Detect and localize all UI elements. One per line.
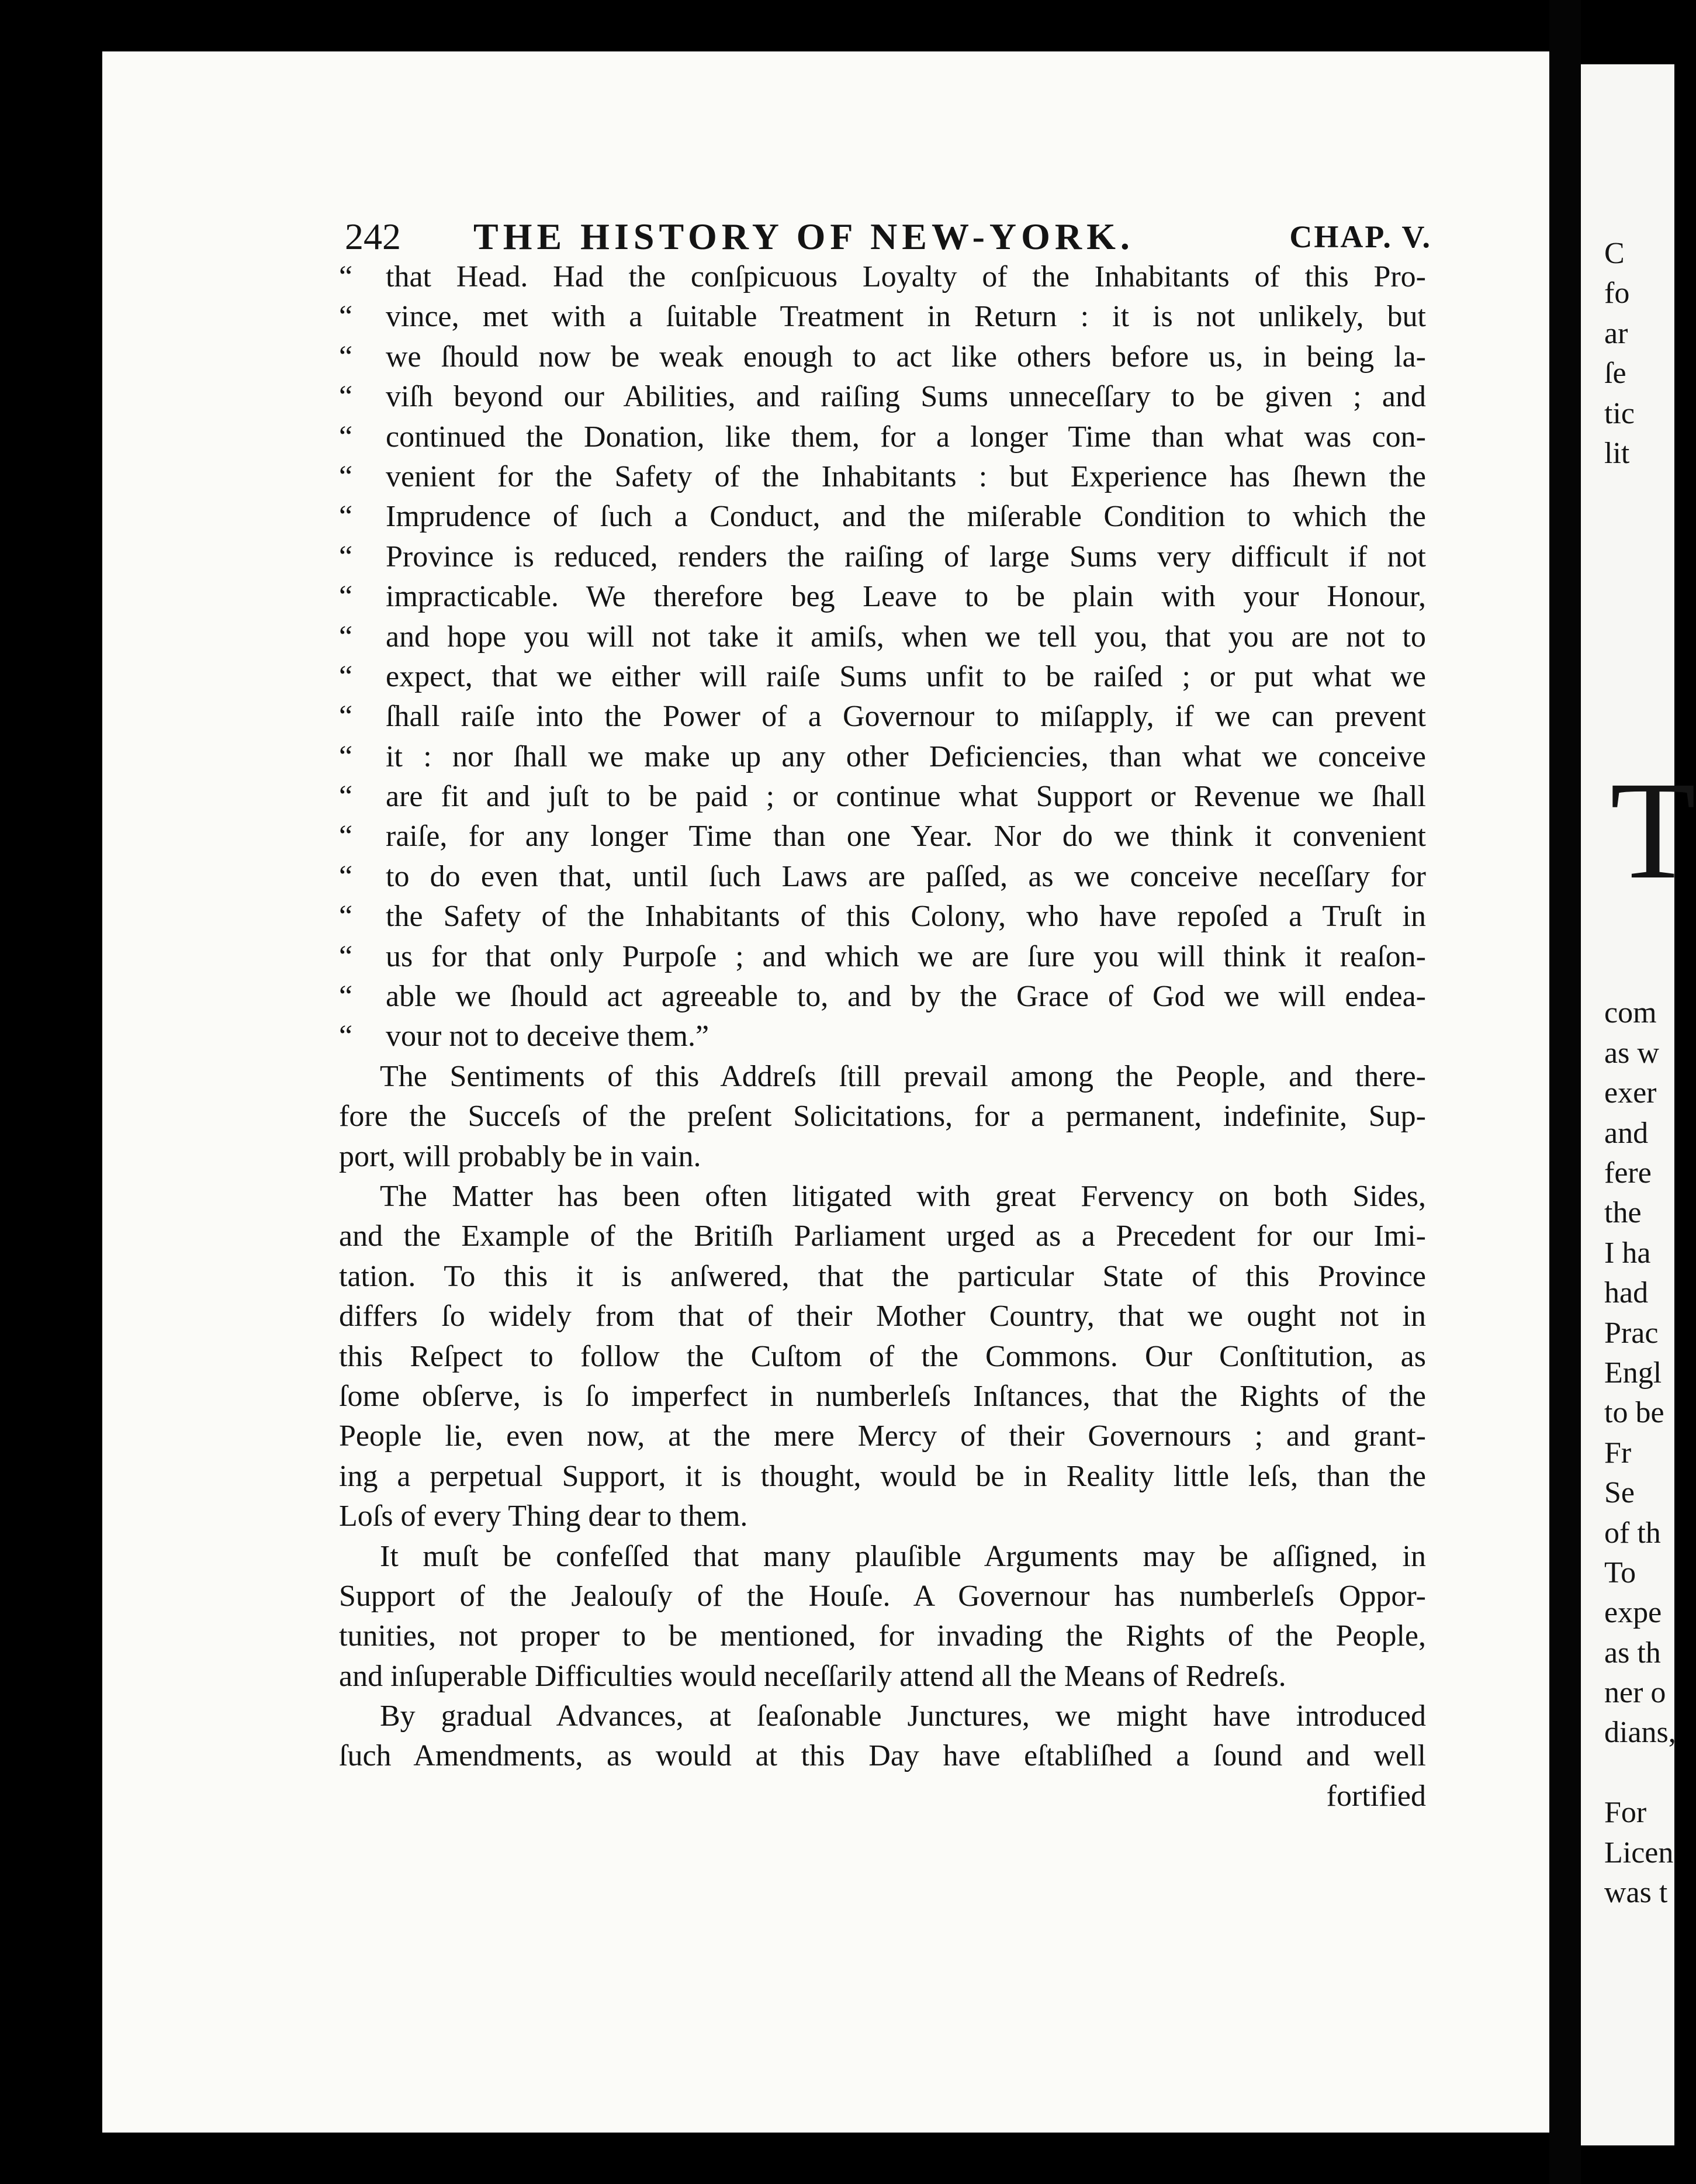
facing-page-line: fo <box>1604 277 1630 310</box>
text-line-content: and the Example of the Britiſh Parliament urged as a Precedent for our Imi- <box>339 1219 1426 1253</box>
quote-mark: “ <box>339 500 353 534</box>
facing-page-text <box>1604 234 1674 1913</box>
quote-mark: “ <box>339 380 353 414</box>
facing-page-line <box>1604 714 1674 754</box>
facing-page-line <box>1604 1753 1674 1793</box>
text-line-content: port, will probably be in vain. <box>339 1139 701 1173</box>
text-line <box>339 617 1426 657</box>
quote-mark: “ <box>339 739 353 773</box>
facing-page-line: Engl <box>1604 1356 1662 1390</box>
quote-mark: “ <box>339 980 353 1014</box>
facing-page-line: ner o <box>1604 1676 1666 1710</box>
facing-page-line: To <box>1604 1556 1636 1589</box>
text-line <box>339 1217 1426 1256</box>
facing-page-line: lit <box>1604 436 1630 470</box>
text-line-content: Loſs of every Thing dear to them. <box>339 1499 748 1533</box>
text-line <box>339 977 1426 1017</box>
facing-page-line <box>1604 554 1674 593</box>
text-line-content: vour not to deceive them.” <box>386 1020 709 1053</box>
text-line <box>339 1497 1426 1536</box>
text-line-content: fortified <box>1326 1779 1426 1813</box>
text-line-content: and hope you will not take it amiſs, when we tell you, that you are not to <box>386 620 1426 654</box>
facing-page-line: was t <box>1604 1876 1668 1910</box>
text-line <box>339 857 1426 897</box>
quote-mark: “ <box>339 420 353 454</box>
text-line-content: we ſhould now be weak enough to act like others before us, in being la- <box>386 340 1426 374</box>
text-line <box>339 257 1426 297</box>
facing-page-line <box>1604 514 1674 554</box>
text-line-content: The Matter has been often litigated with great Fervency on both Sides, <box>380 1179 1426 1213</box>
text-line-content: venient for the Safety of the Inhabitants : but Experience has ſhewn the <box>386 459 1426 493</box>
text-line-content: tunities, not proper to be mentioned, for invading the Rights of the People, <box>339 1619 1426 1653</box>
text-line <box>339 497 1426 537</box>
facing-page-line: and <box>1604 1116 1649 1150</box>
quote-mark: “ <box>339 1020 353 1053</box>
facing-page-line: had <box>1604 1276 1649 1310</box>
text-line-content: us for that only Purpoſe ; and which we are ſure you will think it reaſon- <box>386 939 1426 973</box>
quote-mark: “ <box>339 659 353 693</box>
text-line <box>339 1017 1426 1056</box>
text-line <box>339 897 1426 937</box>
text-line-content: vince, met with a ſuitable Treatment in Return : it is not unlikely, but <box>386 300 1426 334</box>
facing-page-line <box>1604 914 1674 953</box>
text-line <box>339 1377 1426 1416</box>
facing-page-line <box>1604 594 1674 634</box>
text-line <box>339 1657 1426 1696</box>
facing-page-line: ar <box>1604 316 1628 350</box>
text-line-content: the Safety of the Inhabitants of this Colony, who have repoſed a Truſt in <box>386 900 1426 934</box>
text-line-content: are fit and juſt to be paid ; or continue what Support or Revenue we ſhall <box>386 780 1426 814</box>
text-line-content: fore the Succeſs of the preſent Solicitations, for a permanent, indefinite, Sup- <box>339 1100 1426 1134</box>
facing-page-line: Licen <box>1604 1836 1674 1869</box>
text-line <box>339 1177 1426 1217</box>
text-line <box>339 337 1426 377</box>
text-line <box>339 1537 1426 1577</box>
facing-page-line <box>1604 474 1674 513</box>
facing-page-line: C <box>1604 237 1625 270</box>
facing-page-line: to be <box>1604 1396 1664 1430</box>
text-line <box>339 457 1426 497</box>
text-line-content: Support of the Jealouſy of the Houſe. A Governour has numberleſs Oppor- <box>339 1579 1426 1613</box>
book-gutter <box>1549 0 1581 2184</box>
quote-mark: “ <box>339 260 353 293</box>
text-line-content: tation. To this it is anſwered, that the particular State of this Province <box>339 1259 1426 1293</box>
page-header <box>345 210 1432 263</box>
text-line <box>339 1137 1426 1177</box>
text-line <box>339 1696 1426 1736</box>
text-line-content: continued the Donation, like them, for a longer Time than what was con- <box>386 420 1426 454</box>
facing-page-line: I ha <box>1604 1236 1651 1270</box>
text-line <box>339 1297 1426 1336</box>
body-text <box>339 257 1426 1816</box>
text-line-content: this Reſpect to follow the Cuſtom of the Commons. Our Conſtitution, as <box>339 1339 1426 1373</box>
text-line-content: By gradual Advances, at ſeaſonable Junctures, we might have introduced <box>380 1699 1426 1733</box>
facing-page-line: exer <box>1604 1076 1657 1110</box>
facing-page-line: fere <box>1604 1156 1652 1190</box>
facing-page-line: ſe <box>1604 357 1626 391</box>
quote-mark: “ <box>339 459 353 493</box>
text-line <box>339 537 1426 577</box>
text-line <box>339 1736 1426 1776</box>
text-line <box>339 377 1426 417</box>
facing-page-line: com <box>1604 996 1657 1030</box>
page-number: 242 <box>345 216 401 257</box>
text-line <box>339 1616 1426 1656</box>
quote-mark: “ <box>339 340 353 374</box>
text-line <box>339 297 1426 337</box>
quote-mark: “ <box>339 939 353 973</box>
text-line-content: differs ſo widely from that of their Mother Country, that we ought not in <box>339 1300 1426 1333</box>
text-line-content: It muſt be confeſſed that many plauſible Arguments may be aſſigned, in <box>380 1539 1426 1573</box>
text-line <box>339 737 1426 777</box>
quote-mark: “ <box>339 540 353 573</box>
quote-mark: “ <box>339 820 353 853</box>
facing-page-line: expe <box>1604 1596 1662 1630</box>
facing-page-line <box>1604 673 1674 713</box>
text-line-content: ing a perpetual Support, it is thought, would be in Reality little leſs, than the <box>339 1459 1426 1493</box>
facing-page-line <box>1604 953 1674 993</box>
facing-page-line: Prac <box>1604 1316 1659 1350</box>
text-line <box>339 1777 1426 1816</box>
facing-page-line: Se <box>1604 1476 1635 1510</box>
facing-page-line: dians, <box>1604 1716 1676 1750</box>
quote-mark: “ <box>339 700 353 734</box>
text-line-content: Province is reduced, renders the raiſing of large Sums very difficult if not <box>386 540 1426 573</box>
text-line-content: Imprudence of ſuch a Conduct, and the miſerable Condition to which the <box>386 500 1426 534</box>
text-line-content: expect, that we either will raiſe Sums unfit to be raiſed ; or put what we <box>386 659 1426 693</box>
text-line-content: it : nor ſhall we make up any other Deficiencies, than what we conceive <box>386 739 1426 773</box>
facing-page-line <box>1604 634 1674 673</box>
facing-page-drop-initial: T <box>1610 752 1696 908</box>
text-line <box>339 1577 1426 1616</box>
text-line <box>339 697 1426 737</box>
text-line <box>339 657 1426 697</box>
text-line-content: that Head. Had the conſpicuous Loyalty of the Inhabitants of this Pro- <box>386 260 1426 293</box>
text-line-content: raiſe, for any longer Time than one Year. Nor do we think it convenient <box>386 820 1426 853</box>
text-line-content: able we ſhould act agreeable to, and by the Grace of God we will endea- <box>386 980 1426 1014</box>
text-line-content: ſome obſerve, is ſo imperfect in numberleſs Inſtances, that the Rights of the <box>339 1379 1426 1413</box>
quote-mark: “ <box>339 300 353 334</box>
facing-page-line: of th <box>1604 1516 1661 1550</box>
text-line-content: ſhall raiſe into the Power of a Governour to miſapply, if we can prevent <box>386 700 1426 734</box>
text-line-content: viſh beyond our Abilities, and raiſing Sums unneceſſary to be given ; and <box>386 380 1426 414</box>
text-line-content: to do even that, until ſuch Laws are paſſed, as we conceive neceſſary for <box>386 859 1426 893</box>
text-line <box>339 577 1426 617</box>
chapter-label: CHAP. V. <box>1289 219 1432 254</box>
text-line <box>339 1057 1426 1097</box>
text-line <box>339 1257 1426 1297</box>
quote-mark: “ <box>339 620 353 654</box>
facing-page-line: as th <box>1604 1636 1661 1670</box>
facing-page-line: as w <box>1604 1036 1659 1070</box>
text-line <box>339 1416 1426 1456</box>
running-title: THE HISTORY OF NEW-YORK. <box>473 216 1134 257</box>
facing-page-line: Fr <box>1604 1436 1632 1470</box>
text-line <box>339 937 1426 977</box>
text-line <box>339 417 1426 457</box>
facing-page-line: the <box>1604 1196 1642 1230</box>
text-line-content: People lie, even now, at the mere Mercy of their Governours ; and grant- <box>339 1419 1426 1453</box>
text-line <box>339 817 1426 856</box>
text-line <box>339 1097 1426 1136</box>
text-line <box>339 1337 1426 1377</box>
text-line-content: The Sentiments of this Addreſs ſtill prevail among the People, and there- <box>380 1059 1426 1093</box>
quote-mark: “ <box>339 900 353 934</box>
text-line-content: impracticable. We therefore beg Leave to be plain with your Honour, <box>386 580 1426 614</box>
text-line <box>339 777 1426 817</box>
facing-page-line: For <box>1604 1796 1647 1830</box>
facing-page-line: tic <box>1604 396 1635 430</box>
text-line-content: and inſuperable Difficulties would neceſſarily attend all the Means of Redreſs. <box>339 1659 1286 1693</box>
quote-mark: “ <box>339 859 353 893</box>
text-line-content: ſuch Amendments, as would at this Day have eſtabliſhed a ſound and well <box>339 1739 1426 1773</box>
quote-mark: “ <box>339 780 353 814</box>
quote-mark: “ <box>339 580 353 614</box>
text-line <box>339 1457 1426 1497</box>
